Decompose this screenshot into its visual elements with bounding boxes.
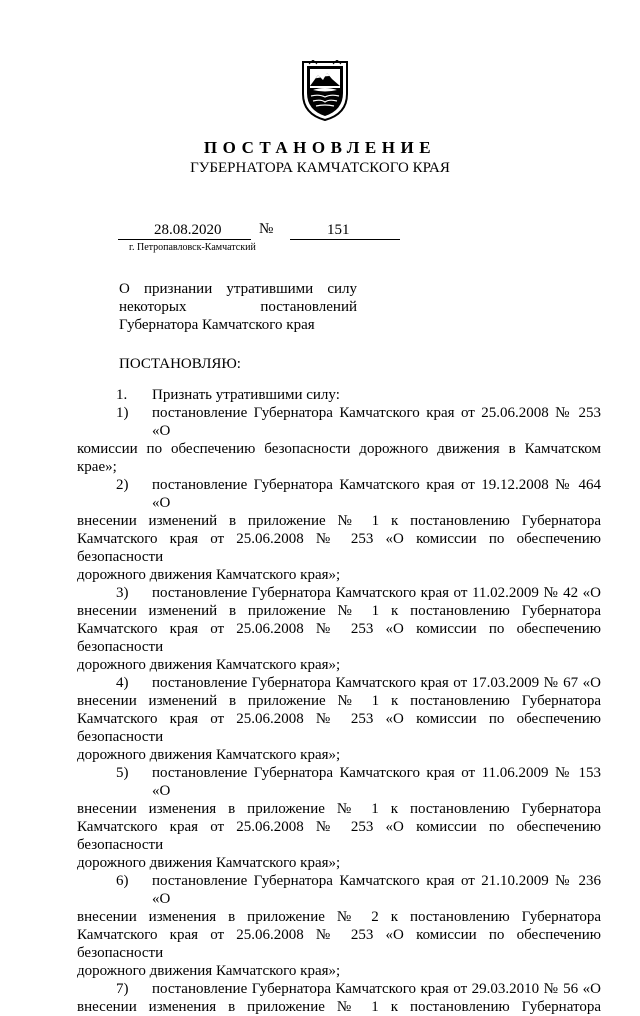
list-item — [77, 476, 601, 584]
paragraph-row — [77, 872, 601, 908]
list-item — [77, 404, 601, 476]
paragraph-row — [77, 386, 601, 404]
item-text: внесении изменения в приложение № 1 к постановлению Губернатора — [77, 801, 601, 817]
date-value: 28.08.2020 — [154, 222, 222, 238]
item-number: 3) — [116, 585, 129, 601]
item-text: внесении изменения в приложение № 1 к постановлению Губернатора — [77, 999, 601, 1015]
item-number: 6) — [116, 873, 129, 889]
paragraph-row — [77, 980, 601, 998]
item-number: 1) — [116, 405, 129, 421]
item-number: 5) — [116, 765, 129, 781]
item-text: дорожного движения Камчатского края»; — [77, 963, 341, 979]
item-text: дорожного движения Камчатского края»; — [77, 657, 341, 673]
item-text: внесении изменений в приложение № 1 к постановлению Губернатора — [77, 693, 601, 709]
list-item — [77, 764, 601, 872]
item-text: постановление Губернатора Камчатского края от 19.12.2008 № 464 «О — [152, 477, 601, 511]
item-text: Камчатского края от 25.06.2008 № 253 «О комиссии по обеспечению безопасности — [77, 819, 601, 853]
item-text: внесении изменений в приложение № 1 к постановлению Губернатора — [77, 513, 601, 529]
paragraph-row — [77, 764, 601, 800]
place-label: г. Петропавловск-Камчатский — [129, 242, 256, 253]
item-text: постановление Губернатора Камчатского края от 25.06.2008 № 253 «О — [152, 405, 601, 439]
item-number: 2) — [116, 477, 129, 493]
item-text: дорожного движения Камчатского края»; — [77, 567, 341, 583]
paragraph-row — [77, 674, 601, 692]
document-subject — [119, 280, 357, 334]
number-sign: № — [259, 221, 274, 237]
list-item — [77, 584, 601, 674]
subject-line: О признании утратившими силу — [119, 281, 357, 297]
paragraph-main — [77, 386, 601, 404]
list-item — [77, 980, 601, 1016]
item-text: постановление Губернатора Камчатского края от 29.03.2010 № 56 «О — [152, 981, 601, 997]
item-text: постановление Губернатора Камчатского края от 11.02.2009 № 42 «О — [152, 585, 601, 601]
item-text: постановление Губернатора Камчатского края от 17.03.2009 № 67 «О — [152, 675, 601, 691]
subject-line — [119, 298, 357, 316]
document-body — [77, 386, 601, 1016]
item-text: Камчатского края от 25.06.2008 № 253 «О комиссии по обеспечению безопасности — [77, 531, 601, 565]
item-text: постановление Губернатора Камчатского края от 11.06.2009 № 153 «О — [152, 765, 601, 799]
document-title: ПОСТАНОВЛЕНИЕ — [203, 138, 437, 157]
subject-word: некоторых — [119, 299, 187, 315]
paragraph-row — [77, 584, 601, 602]
item-text: внесении изменений в приложение № 1 к постановлению Губернатора — [77, 603, 601, 619]
decree-word: ПОСТАНОВЛЯЮ: — [119, 356, 241, 372]
paragraph-row — [77, 476, 601, 512]
item-text: постановление Губернатора Камчатского края от 21.10.2009 № 236 «О — [152, 873, 601, 907]
list-item — [77, 674, 601, 764]
paragraph-row — [77, 404, 601, 440]
item-text: крае»; — [77, 459, 117, 475]
item-text: внесении изменения в приложение № 2 к постановлению Губернатора — [77, 909, 601, 925]
date-field — [118, 221, 251, 240]
subject-line: Губернатора Камчатского края — [119, 317, 315, 333]
number-value: 151 — [327, 222, 350, 238]
item-text: Камчатского края от 25.06.2008 № 253 «О комиссии по обеспечению безопасности — [77, 711, 601, 745]
item-number: 4) — [116, 675, 129, 691]
item-number: 1. — [116, 387, 128, 403]
item-text: Признать утратившими силу: — [152, 387, 340, 403]
item-text: Камчатского края от 25.06.2008 № 253 «О комиссии по обеспечению безопасности — [77, 621, 601, 655]
document-subtitle: ГУБЕРНАТОРА КАМЧАТСКОГО КРАЯ — [190, 160, 450, 176]
coat-of-arms-emblem — [301, 60, 349, 122]
item-text: комиссии по обеспечению безопасности дорожного движения в Камчатском — [77, 441, 601, 457]
item-number: 7) — [116, 981, 129, 997]
list-item — [77, 872, 601, 980]
subject-word: постановлений — [260, 299, 357, 315]
item-text: дорожного движения Камчатского края»; — [77, 855, 341, 871]
item-text: дорожного движения Камчатского края»; — [77, 747, 341, 763]
number-field — [290, 221, 400, 240]
item-text: Камчатского края от 25.06.2008 № 253 «О комиссии по обеспечению безопасности — [77, 927, 601, 961]
